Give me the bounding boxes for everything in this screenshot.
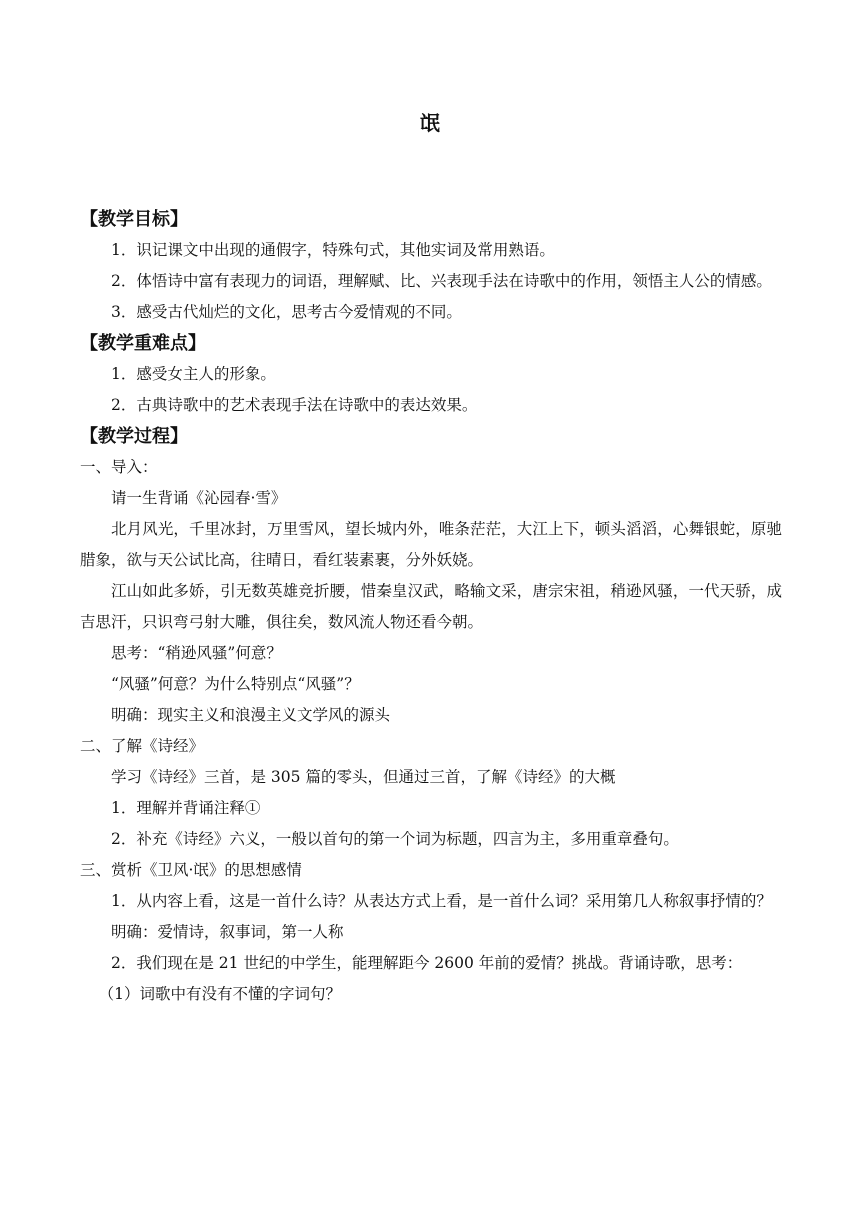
part3-line-3: 2．我们现在是 21 世纪的中学生，能理解距今 2600 年前的爱情？挑战。背诵诗歌，思考： — [111, 954, 743, 972]
section-heading-process: 【教学过程】 — [80, 426, 188, 447]
part1-line-2: 北月风光，千里冰封，万里雪风，望长城内外，唯条茫茫，大江上下，顿头滔滔，心舞银蛇，原驰腊象，欲与天公试比高，往晴日，看红装素裹，分外妖娆。 — [80, 520, 782, 569]
part2-line-3: 2．补充《诗经》六义，一般以首句的第一个词为标题，四言为主，多用重章叠句。 — [111, 830, 679, 848]
part2-line-1: 学习《诗经》三首，是 305 篇的零头，但通过三首，了解《诗经》的大概 — [111, 768, 616, 786]
document-title: 氓 — [420, 111, 440, 135]
part1-line-5: “风骚”何意？为什么特别点“风骚”？ — [111, 675, 360, 693]
part2-line-2: 1．理解并背诵注释① — [111, 799, 261, 817]
part1-line-1: 请一生背诵《沁园春·雪》 — [111, 489, 287, 507]
part1-line-3: 江山如此多娇，引无数英雄竞折腰，惜秦皇汉武，略输文采，唐宗宋祖，稍逊风骚，一代天骄，成吉思汗，只识弯弓射大雕，俱往矣，数风流人物还看今朝。 — [80, 582, 782, 631]
goal-item-2: 2．体悟诗中富有表现力的词语，理解赋、比、兴表现手法在诗歌中的作用，领悟主人公的情感。 — [111, 272, 772, 290]
part1-line-4: 思考：“稍逊风骚”何意？ — [111, 644, 282, 662]
keypoint-item-2: 2．古典诗歌中的艺术表现手法在诗歌中的表达效果。 — [111, 396, 478, 414]
section-heading-goals: 【教学目标】 — [80, 209, 188, 230]
process-part3-title: 三、赏析《卫风·氓》的思想感情 — [80, 861, 302, 879]
goal-item-3: 3．感受古代灿烂的文化，思考古今爱情观的不同。 — [111, 303, 462, 321]
keypoint-item-1: 1．感受女主人的形象。 — [111, 365, 276, 383]
part1-line-6: 明确：现实主义和浪漫主义文学风的源头 — [111, 706, 391, 724]
part3-line-4: （1）词歌中有没有不懂的字词句？ — [98, 985, 341, 1003]
document-body — [80, 204, 782, 1010]
goal-item-1: 1．识记课文中出现的通假字，特殊句式，其他实词及常用熟语。 — [111, 241, 555, 259]
section-heading-keypoints: 【教学重难点】 — [80, 333, 206, 354]
process-part2-title: 二、了解《诗经》 — [80, 737, 205, 755]
part3-line-2: 明确：爱情诗，叙事词，第一人称 — [111, 923, 344, 941]
part3-line-1: 1．从内容上看，这是一首什么诗？从表达方式上看，是一首什么词？采用第几人称叙事抒情的？ — [111, 892, 772, 910]
process-part1-title: 一、导入： — [80, 458, 158, 476]
